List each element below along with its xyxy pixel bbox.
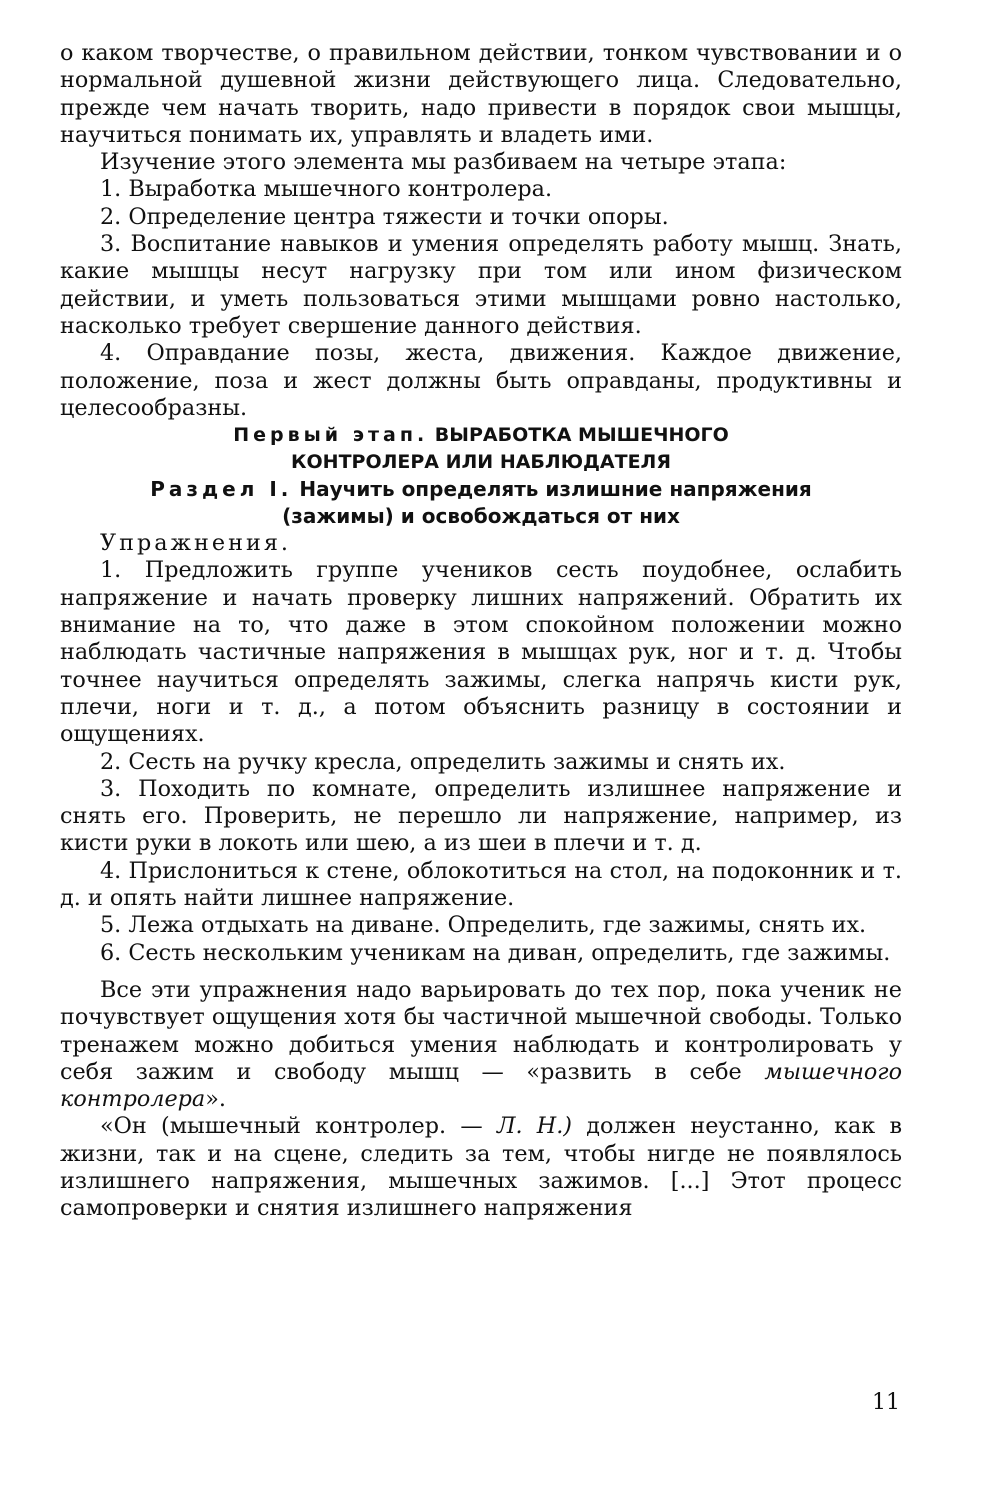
stage-heading-title: ВЫРАБОТКА МЫШЕЧНОГО <box>428 424 729 447</box>
quote-end: должен неустанно, как в жизни, так и на сцене, следить за тем, чтобы нигде не появлялось излишнего напряжения, мышечных зажимов. [...] Этот процесс самопроверки и снятия излишнего напряжения <box>60 1113 903 1222</box>
quote-paragraph <box>60 1113 902 1222</box>
stage-heading-label: Первый этап. <box>233 424 429 447</box>
section-heading-label: Раздел I. <box>150 477 293 502</box>
intro-paragraph: о каком творчестве, о правильном действии, тонком чувствовании и о нормальной душевной жизни действующего лица. Следовательно, прежде чем начать творить, надо привести в порядок свои мышцы, научиться понимать их, управлять и владеть ими. <box>60 40 902 148</box>
section-heading <box>60 476 902 530</box>
closing-paragraph <box>60 977 902 1113</box>
stage-heading <box>60 422 902 476</box>
page-number: 11 <box>872 1390 900 1415</box>
closing-text-end: ». <box>205 1086 226 1113</box>
page-text <box>60 40 902 1223</box>
section-heading-line2: (зажимы) и освобождаться от них <box>282 504 680 529</box>
quote-start: «Он (мышечный контролер. — <box>100 1113 497 1140</box>
exercise-item: 4. Прислониться к стене, облокотиться на стол, на подоконник и т. д. и опять найти лишнее напряжение. <box>60 857 902 912</box>
exercise-item: 1. Предложить группе учеников сесть поудобнее, ослабить напряжение и начать проверку лишних напряжений. Обратить их внимание на то, что даже в этом спокойном положении можно наблюдать частичные напряжения в мышцах рук, ног и т. д. Чтобы точнее научиться определять зажимы, слегка напрячь кисти рук, плечи, ноги и т. д., а потом объяснить разницу в состоянии и ощущениях. <box>60 557 902 748</box>
exercises-title: Упражнения. <box>100 530 291 557</box>
closing-text-start: Все эти упражнения надо варьировать до тех пор, пока ученик не почувствует ощущения хотя бы частичной мышечной свободы. Только тренажем можно добиться умения наблюдать и контролировать у себя зажим и свободу мышц — «развить в себе <box>60 976 902 1085</box>
exercise-item: 2. Сесть на ручку кресла, определить зажимы и снять их. <box>100 748 786 775</box>
stage-item-1: 1. Выработка мышечного контролера. <box>100 176 553 203</box>
stage-item-3: 3. Воспитание навыков и умения определять работу мышц. Знать, какие мышцы несут нагрузку при том или ином физическом действии, и уметь пользоваться этими мышцами ровно настолько, насколько требует свершение данного действия. <box>60 231 902 339</box>
closing-italic: мышечного контролера <box>60 1058 902 1113</box>
exercise-item: 6. Сесть нескольким ученикам на диван, определить, где зажимы. <box>100 939 891 966</box>
exercise-item: 5. Лежа отдыхать на диване. Определить, где зажимы, снять их. <box>100 912 867 939</box>
exercise-item: 3. Походить по комнате, определить излишнее напряжение и снять его. Проверить, не перешло ли напряжение, например, из кисти руки в локоть или шею, а из шеи в плечи и т. д. <box>60 775 902 857</box>
stage-item-2: 2. Определение центра тяжести и точки опоры. <box>100 203 669 230</box>
stage-item-4: 4. Оправдание позы, жеста, движения. Каждое движение, положение, поза и жест должны быть оправданы, продуктивны и целесообразны. <box>60 340 902 421</box>
stage-heading-line2: КОНТРОЛЕРА ИЛИ НАБЛЮДАТЕЛЯ <box>291 451 671 474</box>
quote-italic: Л. Н.) <box>496 1113 573 1140</box>
section-heading-title: Научить определять излишние напряжения <box>292 477 812 502</box>
stages-intro: Изучение этого элемента мы разбиваем на четыре этапа: <box>100 149 787 176</box>
